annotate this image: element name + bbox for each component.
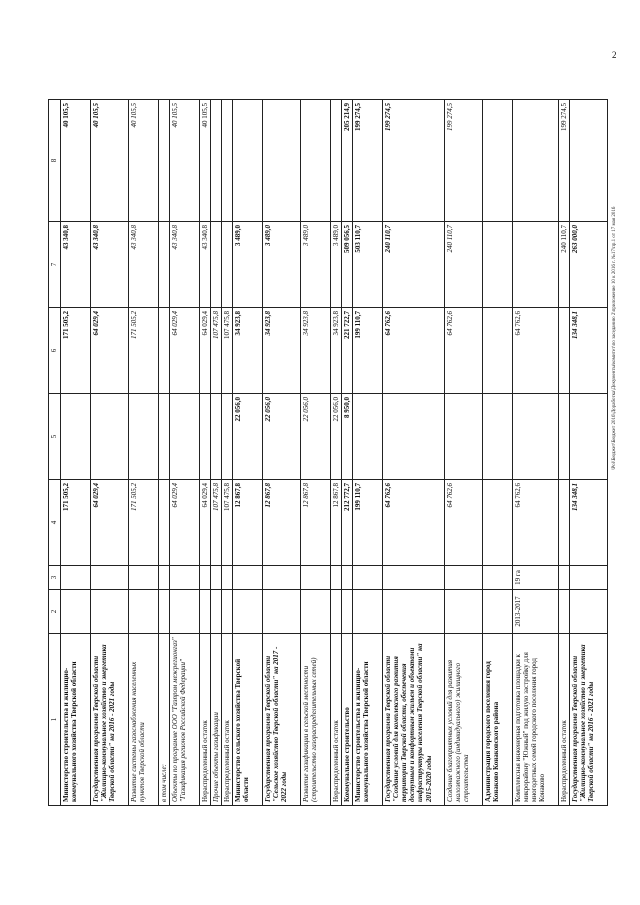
value-cell: 34 923,8: [301, 308, 331, 394]
header-cell: 2: [49, 590, 61, 634]
value-cell: [559, 590, 570, 634]
value-cell: 171 505,2: [61, 308, 91, 394]
value-cell: 40 105,5: [129, 100, 159, 222]
value-cell: 43 340,8: [129, 222, 159, 308]
table-row: [483, 100, 513, 806]
value-cell: 40 105,5: [61, 100, 91, 222]
value-cell: 12 867,8: [263, 480, 301, 566]
value-cell: [301, 590, 331, 634]
value-cell: 12 867,8: [331, 480, 342, 566]
value-cell: [342, 566, 353, 590]
value-cell: 199 110,7: [353, 480, 383, 566]
value-cell: 64 029,4: [200, 480, 211, 566]
value-cell: [445, 566, 483, 590]
value-cell: [211, 100, 222, 222]
value-cell: [129, 566, 159, 590]
value-cell: [159, 480, 170, 566]
value-cell: [200, 566, 211, 590]
value-cell: 43 340,8: [170, 222, 200, 308]
footer-path: \Pol\Бюджет\Бюджет 2016\Доработка\Документы\комитет\по заседанию 2\приложение 10 к 2016 г. №17\пр.1 от 17 мая 2016: [612, 206, 617, 470]
row-label-cell: Развитие системы газоснабжения населенных пунктов Тверской области: [129, 634, 159, 806]
value-cell: 199 274,5: [353, 100, 383, 222]
value-cell: 64 029,4: [170, 480, 200, 566]
value-cell: [211, 222, 222, 308]
value-cell: [445, 394, 483, 480]
table-row: [233, 100, 263, 806]
value-cell: [233, 590, 263, 634]
value-cell: 22 056,0: [301, 394, 331, 480]
value-cell: [159, 308, 170, 394]
value-cell: 3 489,0: [331, 222, 342, 308]
value-cell: [331, 590, 342, 634]
value-cell: 3 489,0: [233, 222, 263, 308]
row-label-cell: Нераспределенный остаток: [200, 634, 211, 806]
value-cell: 40 105,5: [91, 100, 129, 222]
row-label-cell: Прочие объекты газификации: [211, 634, 222, 806]
value-cell: [129, 394, 159, 480]
header-cell: 4: [49, 480, 61, 566]
header-cell: 6: [49, 308, 61, 394]
value-cell: 64 762,6: [513, 308, 559, 394]
value-cell: 107 475,8: [222, 308, 233, 394]
value-cell: [353, 590, 383, 634]
value-cell: 43 340,8: [61, 222, 91, 308]
value-cell: 212 772,7: [342, 480, 353, 566]
value-cell: 205 214,9: [342, 100, 353, 222]
value-cell: 2013-2017: [513, 590, 559, 634]
table-row: [383, 100, 445, 806]
value-cell: 34 923,8: [263, 308, 301, 394]
header-cell: 8: [49, 100, 61, 222]
table-row: [61, 100, 91, 806]
value-cell: [222, 590, 233, 634]
table-row: [263, 100, 301, 806]
value-cell: [211, 590, 222, 634]
table-row: [513, 100, 559, 806]
row-label-cell: Государственная программа Тверской области "Создание условий для комплексного развития территории Тверской области, обеспечения доступным и комфортным жильем и объектами инфраструктуры населения Тверской области" на 2015-2020 годы: [383, 634, 445, 806]
row-label-cell: Государственная программа Тверской области "Жилищно-коммунальное хозяйство и энергетика Тверской области" на 2016 - 2021 годы: [570, 634, 608, 806]
table-row: [159, 100, 170, 806]
value-cell: [383, 566, 445, 590]
value-cell: 171 505,2: [61, 480, 91, 566]
value-cell: 64 029,4: [170, 308, 200, 394]
row-label-cell: Министерство строительства и жилищно-коммунального хозяйства Тверской области: [353, 634, 383, 806]
value-cell: 22 056,0: [233, 394, 263, 480]
value-cell: 43 340,8: [200, 222, 211, 308]
table-row: [91, 100, 129, 806]
row-label-cell: Комплексная инженерная подготовка площадки к микрорайону "Южный" под жилую застройку для многодетных семей городского поселения город Конаково: [513, 634, 559, 806]
value-cell: [91, 590, 129, 634]
value-cell: [170, 566, 200, 590]
header-cell: 1: [49, 634, 61, 806]
value-cell: [559, 566, 570, 590]
table-row: [570, 100, 608, 806]
value-cell: 22 056,0: [263, 394, 301, 480]
value-cell: [570, 100, 608, 222]
value-cell: [483, 566, 513, 590]
value-cell: [383, 590, 445, 634]
value-cell: 34 923,8: [331, 308, 342, 394]
value-cell: 221 722,7: [342, 308, 353, 394]
value-cell: 503 110,7: [353, 222, 383, 308]
value-cell: 40 105,5: [170, 100, 200, 222]
value-cell: 64 762,6: [445, 308, 483, 394]
value-cell: [222, 222, 233, 308]
table-row: [353, 100, 383, 806]
value-cell: [61, 394, 91, 480]
value-cell: [222, 566, 233, 590]
value-cell: [342, 590, 353, 634]
value-cell: 171 505,2: [129, 480, 159, 566]
value-cell: [159, 100, 170, 222]
value-cell: 509 056,5: [342, 222, 353, 308]
value-cell: 34 923,8: [233, 308, 263, 394]
value-cell: 134 348,1: [570, 308, 608, 394]
table-row: [129, 100, 159, 806]
value-cell: [483, 100, 513, 222]
value-cell: 8 950,0: [342, 394, 353, 480]
table-row: [170, 100, 200, 806]
value-cell: [200, 590, 211, 634]
value-cell: [353, 566, 383, 590]
value-cell: [513, 394, 559, 480]
value-cell: [263, 590, 301, 634]
row-label-cell: Нераспределенный остаток: [222, 634, 233, 806]
value-cell: [445, 590, 483, 634]
value-cell: [513, 222, 559, 308]
value-cell: 199 274,5: [445, 100, 483, 222]
value-cell: 199 274,5: [383, 100, 445, 222]
value-cell: [570, 590, 608, 634]
value-cell: [222, 100, 233, 222]
value-cell: 199 274,5: [559, 100, 570, 222]
value-cell: [559, 308, 570, 394]
value-cell: 240 110,7: [445, 222, 483, 308]
value-cell: [559, 394, 570, 480]
value-cell: 240 110,7: [559, 222, 570, 308]
value-cell: [483, 590, 513, 634]
row-label-cell: Администрация городского поселения город Конаково Конаковского района: [483, 634, 513, 806]
value-cell: 64 029,4: [91, 308, 129, 394]
value-cell: [200, 394, 211, 480]
table-row: [331, 100, 342, 806]
value-cell: [383, 394, 445, 480]
row-label-cell: Развитие газификации в сельской местности (строительство газораспределительных сетей): [301, 634, 331, 806]
value-cell: [483, 394, 513, 480]
value-cell: 3 489,0: [263, 222, 301, 308]
value-cell: 107 475,8: [211, 480, 222, 566]
value-cell: [483, 308, 513, 394]
value-cell: [301, 566, 331, 590]
value-cell: [129, 590, 159, 634]
value-cell: 263 000,0: [570, 222, 608, 308]
row-label-cell: Нераспределенный остаток: [559, 634, 570, 806]
value-cell: 64 762,6: [383, 480, 445, 566]
value-cell: [331, 566, 342, 590]
budget-table: [48, 99, 608, 806]
value-cell: [513, 100, 559, 222]
row-label-cell: Государственная программа Тверской области "Жилищно-коммунальное хозяйство и энергетика Тверской области" на 2016 - 2021 годы: [91, 634, 129, 806]
value-cell: 12 867,8: [233, 480, 263, 566]
value-cell: 107 475,8: [211, 308, 222, 394]
value-cell: [159, 566, 170, 590]
value-cell: [331, 100, 342, 222]
value-cell: 64 029,4: [91, 480, 129, 566]
value-cell: 40 105,5: [200, 100, 211, 222]
table-row: [222, 100, 233, 806]
value-cell: [222, 394, 233, 480]
value-cell: [61, 590, 91, 634]
value-cell: [211, 566, 222, 590]
value-cell: 107 475,8: [222, 480, 233, 566]
value-cell: 64 762,6: [513, 480, 559, 566]
value-cell: 171 505,2: [129, 308, 159, 394]
value-cell: 64 029,4: [200, 308, 211, 394]
table-row: [200, 100, 211, 806]
header-row: [49, 100, 61, 806]
value-cell: 19 га: [513, 566, 559, 590]
value-cell: [301, 100, 331, 222]
header-cell: 3: [49, 566, 61, 590]
value-cell: 12 867,8: [301, 480, 331, 566]
value-cell: [211, 394, 222, 480]
value-cell: [61, 566, 91, 590]
row-label-cell: Объекты по программе ООО "Газпром межрегионгаз" "Газификация регионов Российской Федерации": [170, 634, 200, 806]
row-label-cell: в том числе:: [159, 634, 170, 806]
value-cell: 64 762,6: [383, 308, 445, 394]
header-cell: 7: [49, 222, 61, 308]
value-cell: [170, 590, 200, 634]
table-row: [211, 100, 222, 806]
value-cell: 3 489,0: [301, 222, 331, 308]
row-label-cell: Министерство строительства и жилищно-коммунального хозяйства Тверской области: [61, 634, 91, 806]
value-cell: 43 340,8: [91, 222, 129, 308]
rotated-page: [48, 100, 596, 806]
value-cell: [263, 100, 301, 222]
value-cell: [91, 394, 129, 480]
value-cell: 64 762,6: [445, 480, 483, 566]
row-label-cell: Государственная программа Тверской области "Сельское хозяйство Тверской области" на 2017 - 2022 годы: [263, 634, 301, 806]
row-label-cell: Создание благоприятных условий для развития малоэтажного (индивидуального) жилищного строительства: [445, 634, 483, 806]
table-row: [559, 100, 570, 806]
header-cell: 5: [49, 394, 61, 480]
value-cell: [159, 590, 170, 634]
value-cell: [263, 566, 301, 590]
value-cell: 134 348,1: [570, 480, 608, 566]
page-number: 2: [612, 50, 617, 60]
value-cell: [170, 394, 200, 480]
value-cell: [483, 480, 513, 566]
value-cell: [483, 222, 513, 308]
value-cell: [353, 394, 383, 480]
value-cell: [570, 566, 608, 590]
value-cell: [159, 394, 170, 480]
table-row: [342, 100, 353, 806]
value-cell: [559, 480, 570, 566]
table-body: [61, 100, 608, 806]
row-label-cell: Нераспределенный остаток: [331, 634, 342, 806]
value-cell: [159, 222, 170, 308]
value-cell: 199 110,7: [353, 308, 383, 394]
value-cell: 240 110,7: [383, 222, 445, 308]
value-cell: [233, 566, 263, 590]
value-cell: 22 056,0: [331, 394, 342, 480]
value-cell: [570, 394, 608, 480]
row-label-cell: Министерство сельского хозяйства Тверской области: [233, 634, 263, 806]
value-cell: [233, 100, 263, 222]
value-cell: [91, 566, 129, 590]
table-row: [301, 100, 331, 806]
row-label-cell: Коммунальное строительство: [342, 634, 353, 806]
table-row: [445, 100, 483, 806]
